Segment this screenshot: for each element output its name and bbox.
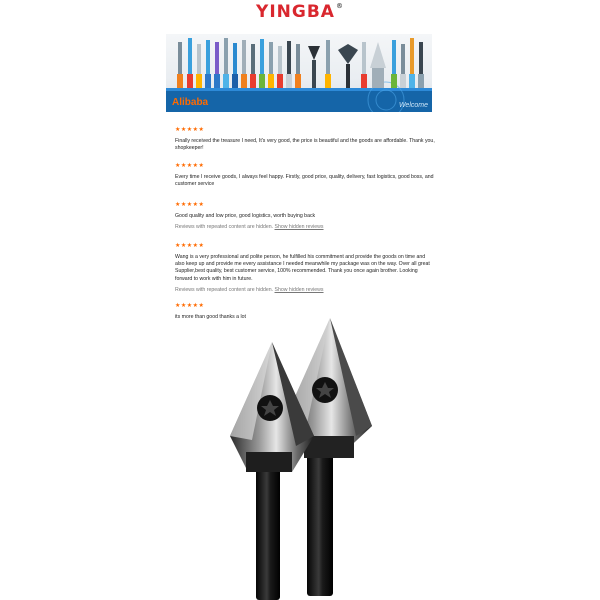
show-hidden-reviews-link[interactable]: Show hidden reviews <box>274 224 324 231</box>
product-image <box>222 316 392 600</box>
review-text: Finally received the treasure I need, It's very good, the price is beautiful and the goods are affordable. Thank you, shopkeeper! <box>175 138 435 152</box>
banner-tagline: Welcome <box>398 102 428 109</box>
review-item <box>175 126 435 152</box>
brand-logo <box>0 2 600 22</box>
star-rating: ★★★★★ <box>175 303 205 309</box>
brand-logo-text: YINGBA <box>256 2 335 22</box>
hidden-reviews-note <box>175 287 435 293</box>
review-text: Wang is a very professional and polite person, he fulfilled his commitment and provide the goods on time and also keep up and provide me every assistance I needed meanwhile my package was on the way. Over all great Supplier,best quality, best customer service, 100% recommended. Thank you once again brother. Looking forward to work with him in future. <box>175 254 430 282</box>
review-text: Every time I receive goods, I always feel happy. Firstly, good price, quality, delivery, fast logistics, good boss, and customer service <box>175 174 434 188</box>
hidden-reviews-note <box>175 224 435 230</box>
hidden-note-text: Reviews with repeated content are hidden. <box>175 286 274 293</box>
review-text: Good quality and low price, good logistics, worth buying back <box>175 213 316 219</box>
registered-mark: ® <box>335 2 344 10</box>
star-rating: ★★★★★ <box>175 163 205 169</box>
review-item <box>175 162 435 188</box>
review-item <box>175 201 435 230</box>
star-rating: ★★★★★ <box>175 127 205 133</box>
star-rating: ★★★★★ <box>175 202 205 208</box>
alibaba-label: Alibaba <box>172 97 209 108</box>
product-banner <box>166 34 432 112</box>
show-hidden-reviews-link[interactable]: Show hidden reviews <box>274 286 324 293</box>
review-text: its more than good thanks a lot <box>175 314 246 320</box>
review-item <box>175 242 435 293</box>
hidden-note-text: Reviews with repeated content are hidden. <box>175 224 274 231</box>
star-rating: ★★★★★ <box>175 243 205 249</box>
v-groove-router-bit-image <box>222 316 392 600</box>
